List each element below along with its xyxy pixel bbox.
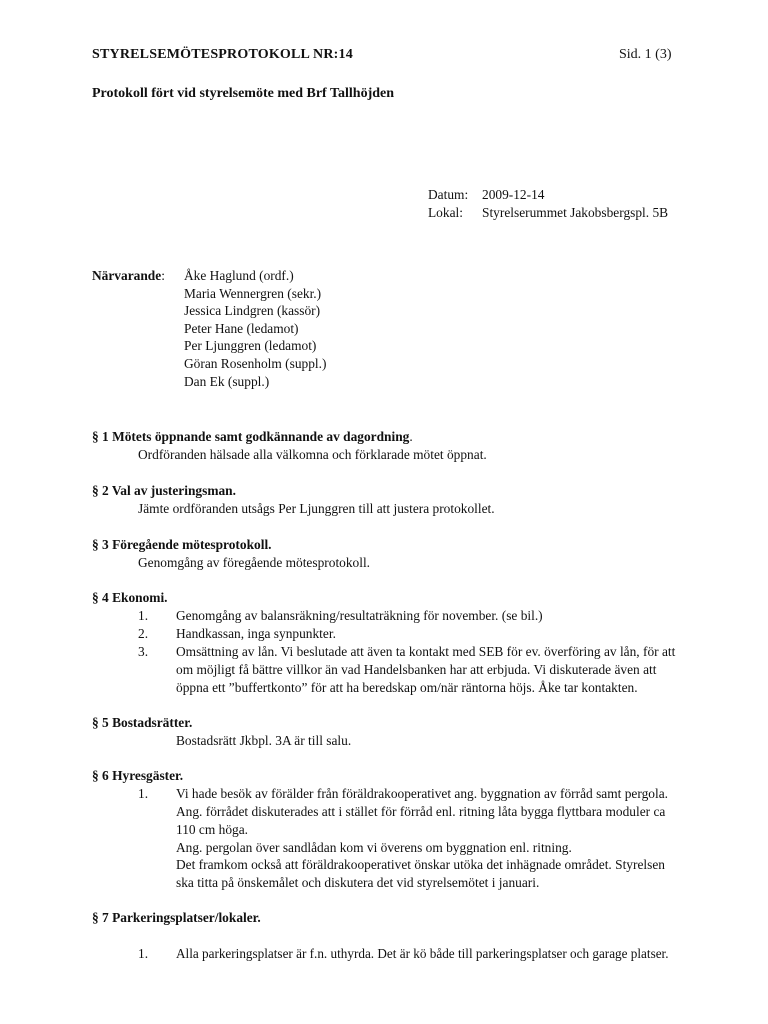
section-6-heading: § 6 Hyresgäster. — [92, 768, 184, 783]
meta-date — [428, 186, 544, 204]
attendance-list — [184, 267, 326, 390]
section-7-heading: § 7 Parkeringsplatser/lokaler. — [92, 910, 261, 925]
date-label: Datum: — [428, 187, 469, 202]
attendee: Per Ljunggren (ledamot) — [184, 338, 317, 354]
section-4-heading: § 4 Ekonomi. — [92, 590, 168, 605]
list-item: Genomgång av balansräkning/resultaträkning för november. (se bil.) — [176, 608, 543, 623]
section-3-heading: § 3 Föregående mötesprotokoll. — [92, 537, 272, 552]
list-number: 1. — [138, 608, 149, 623]
page-number: Sid. 1 (3) — [619, 47, 672, 62]
section-3-text: Genomgång av föregående mötesprotokoll. — [138, 555, 371, 570]
list-item: Handkassan, inga synpunkter. — [176, 626, 336, 641]
attendee: Jessica Lindgren (kassör) — [184, 303, 321, 319]
meta-location — [428, 204, 668, 222]
attendance-label-text: Närvarande — [92, 268, 162, 283]
list-item-line: om möjligt få bättre villkor än vad Handelsbanken har att erbjuda. Vi diskuterade även att — [176, 662, 657, 677]
section-2-text: Jämte ordföranden utsågs Per Ljunggren till att justera protokollet. — [138, 501, 495, 516]
attendee: Maria Wennergren (sekr.) — [184, 285, 322, 301]
document-subtitle: Protokoll fört vid styrelsemöte med Brf Tallhöjden — [92, 86, 395, 101]
document-title: STYRELSEMÖTESPROTOKOLL NR:14 — [92, 47, 353, 62]
section-5-text: Bostadsrätt Jkbpl. 3A är till salu. — [176, 733, 352, 748]
list-item-line: Vi hade besök av förälder från föräldrakooperativet ang. byggnation av förråd samt pergola. — [176, 786, 668, 801]
attendance-label — [92, 267, 165, 285]
section-1-heading — [92, 428, 413, 446]
list-number: 1. — [138, 786, 149, 801]
list-item-line: öppna ett ”buffertkonto” för att ha beredskap om/när räntorna höjs. Åke tar kontakten. — [176, 680, 638, 695]
location-label: Lokal: — [428, 205, 463, 220]
list-item-line: Det framkom också att föräldrakooperativet önskar utöka det inhägnade området. Styrelsen — [176, 857, 665, 872]
section-1-heading-text: § 1 Mötets öppnande samt godkännande av dagordning — [92, 429, 410, 444]
list-item-line: Omsättning av lån. Vi beslutade att även ta kontakt med SEB för ev. överföring av lån, för att — [176, 644, 676, 659]
list-item-line: ska titta på önskemålet och diskutera det vid styrelsemötet i januari. — [176, 875, 540, 890]
attendee: Göran Rosenholm (suppl.) — [184, 355, 327, 371]
attendee: Dan Ek (suppl.) — [184, 373, 270, 389]
list-item-line: Ang. pergolan över sandlådan kom vi överens om byggnation enl. ritning. — [176, 840, 572, 855]
list-item-line: 110 cm höga. — [176, 822, 249, 837]
attendee: Peter Hane (ledamot) — [184, 320, 299, 336]
date-value: 2009-12-14 — [482, 187, 545, 202]
location-value: Styrelserummet Jakobsbergspl. 5B — [482, 205, 669, 220]
list-number: 2. — [138, 626, 149, 641]
list-number: 1. — [138, 946, 149, 961]
attendee: Åke Haglund (ordf.) — [184, 268, 294, 283]
section-5-heading: § 5 Bostadsrätter. — [92, 715, 193, 730]
section-2-heading: § 2 Val av justeringsman. — [92, 483, 236, 498]
section-1-heading-tail: . — [409, 429, 413, 444]
list-item-line: Ang. förrådet diskuterades att i stället för förråd enl. ritning låta bygga flyttbara moduler ca — [176, 804, 666, 819]
list-item: Alla parkeringsplatser är f.n. uthyrda. Det är kö både till parkeringsplatser och garage platser. — [176, 946, 669, 961]
list-number: 3. — [138, 644, 149, 659]
section-1-text: Ordföranden hälsade alla välkomna och förklarade mötet öppnat. — [138, 447, 487, 462]
attendance-colon: : — [161, 268, 165, 283]
